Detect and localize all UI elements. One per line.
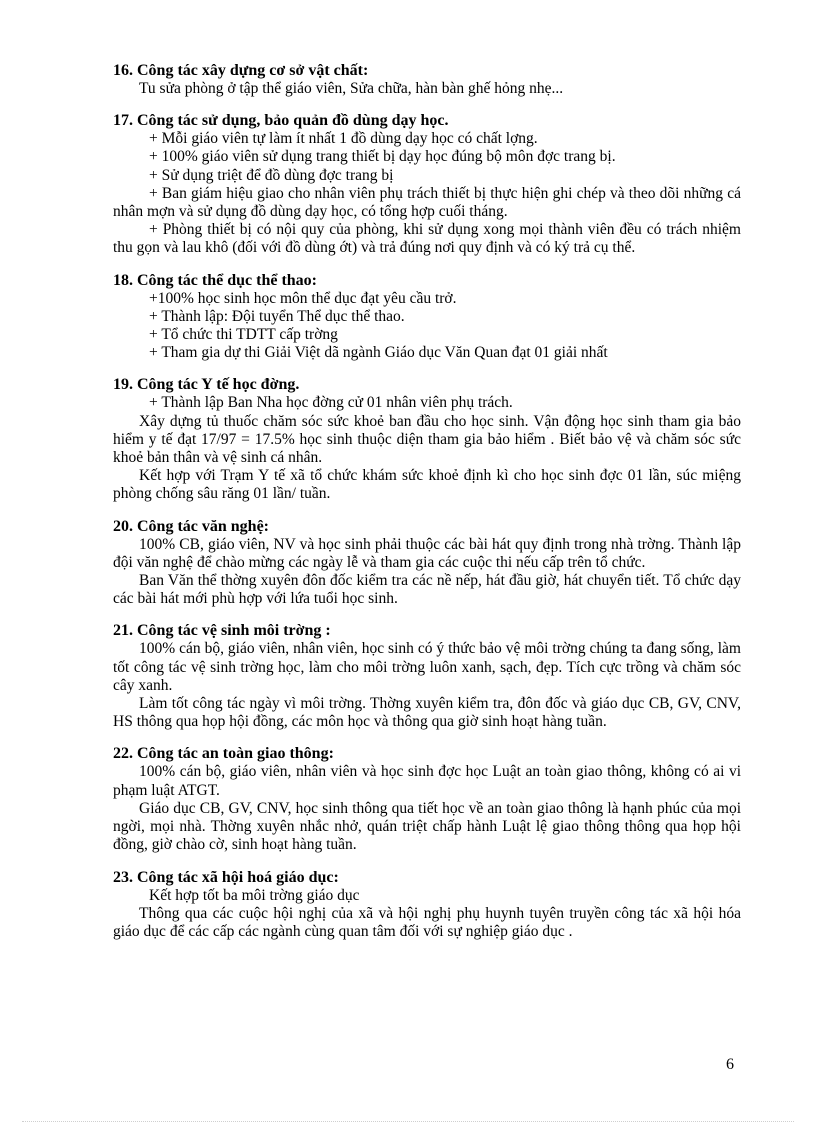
section-heading: 19. Công tác Y tế học đờng. [113,376,300,394]
paragraph: + Phòng thiết bị có nội quy của phòng, khi sử dụng xong mọi thành viên đều có trách nhiệm thu gọn và lau khô (đối với đồ dùng ớt) và trả đúng nơi quy định và có ký trả cụ thể. [113,221,741,257]
paragraph: Giáo dục CB, GV, CNV, học sinh thông qua tiết học về an toàn giao thông là hạnh phúc của mọi ngời, mọi nhà. Thờng xuyên nhắc nhở, quán triệt chấp hành Luật lệ giao thông thông qua họp hội đồng, giờ chào cờ, sinh hoạt hàng tuần. [113,799,741,854]
section-21 [113,622,741,731]
paragraph: 100% CB, giáo viên, NV và học sinh phải thuộc các bài hát quy định trong nhà trờng. Thành lập đội văn nghệ để chào mừng các ngày lễ và tham gia các cuộc thi nếu cấp trên tổ chức. [113,535,741,571]
paragraph: + Tổ chức thi TDTT cấp trờng [149,326,338,344]
page-bottom-divider [22,1121,794,1122]
section-heading: 21. Công tác vệ sinh môi trờng : [113,622,331,640]
page-number: 6 [726,1056,734,1073]
paragraph: Làm tốt công tác ngày vì môi trờng. Thờng xuyên kiểm tra, đôn đốc và giáo dục CB, GV, CNV, HS thông qua họp hội đồng, các môn học và thông qua giờ sinh hoạt hàng tuần. [113,695,741,731]
section-heading: 20. Công tác văn nghệ: [113,517,270,535]
paragraph: Tu sửa phòng ở tập thể giáo viên, Sửa chữa, hàn bàn ghế hỏng nhẹ... [139,80,564,97]
paragraph: + 100% giáo viên sử dụng trang thiết bị dạy học đúng bộ môn đợc trang bị. [149,148,616,166]
paragraph: Thông qua các cuộc hội nghị của xã và hội nghị phụ huynh tuyên truyền công tác xã hội hóa giáo dục để các cấp các ngành cùng quan tâm đối với sự nghiệp giáo dục . [113,904,741,940]
section-heading: 22. Công tác an toàn giao thông: [113,745,334,763]
section-22 [113,745,741,854]
section-17 [113,112,741,257]
page-content [113,62,741,941]
section-heading: 17. Công tác sử dụng, bảo quản đồ dùng dạy học. [113,112,449,130]
paragraph: + Ban giám hiệu giao cho nhân viên phụ trách thiết bị thực hiện ghi chép và theo dõi những cá nhân mợn và sử dụng đồ dùng dạy học, có tổng hợp cuối tháng. [113,184,741,221]
paragraph: Kết hợp tốt ba môi trờng giáo dục [149,886,360,904]
paragraph: Ban Văn thể thờng xuyên đôn đốc kiểm tra các nề nếp, hát đầu giờ, hát chuyển tiết. Tổ chức dạy các bài hát mới phù hợp với lứa tuổi học sinh. [113,572,741,608]
section-heading: 23. Công tác xã hội hoá giáo dục: [113,868,339,886]
section-23 [113,869,741,942]
paragraph: + Thành lập Ban Nha học đờng cử 01 nhân viên phụ trách. [149,394,513,412]
section-19 [113,376,741,503]
paragraph: +100% học sinh học môn thể dục đạt yêu cầu trở. [149,289,457,307]
section-heading: 16. Công tác xây dựng cơ sở vật chất: [113,62,369,79]
section-heading: 18. Công tác thể dục thể thao: [113,271,317,289]
paragraph: 100% cán bộ, giáo viên, nhân viên, học sinh có ý thức bảo vệ môi trờng chúng ta đang sống, làm tốt công tác vệ sinh trờng học, làm cho môi trờng luôn xanh, sạch, đẹp. Tích cực trồng và chăm sóc cây xanh. [113,640,741,694]
paragraph: + Thành lập: Đội tuyển Thể dục thể thao. [149,307,405,325]
paragraph: + Mỗi giáo viên tự làm ít nhất 1 đồ dùng dạy học có chất lợng. [149,130,538,148]
section-16 [113,62,741,98]
section-20 [113,518,741,609]
paragraph: + Sử dụng triệt để đồ dùng đợc trang bị [149,166,394,184]
paragraph: 100% cán bộ, giáo viên, nhân viên và học sinh đợc học Luật an toàn giao thông, không có ai vi phạm luật ATGT. [113,763,741,799]
paragraph: Xây dựng tủ thuốc chăm sóc sức khoẻ ban đầu cho học sinh. Vận động học sinh tham gia bảo hiểm y tế đạt 17/97 = 17.5% học sinh thuộc diện tham gia bảo hiểm . Biết bảo vệ và chăm sóc sức khoẻ bản thân và vệ sinh cá nhân. [113,412,741,467]
paragraph: + Tham gia dự thi Giải Việt dã ngành Giáo dục Văn Quan đạt 01 giải nhất [149,344,608,362]
paragraph: Kết hợp với Trạm Y tế xã tổ chức khám sức khoẻ định kì cho học sinh đợc 01 lần, súc miệng phòng chống sâu răng 01 lần/ tuần. [113,467,741,503]
section-18 [113,272,741,363]
